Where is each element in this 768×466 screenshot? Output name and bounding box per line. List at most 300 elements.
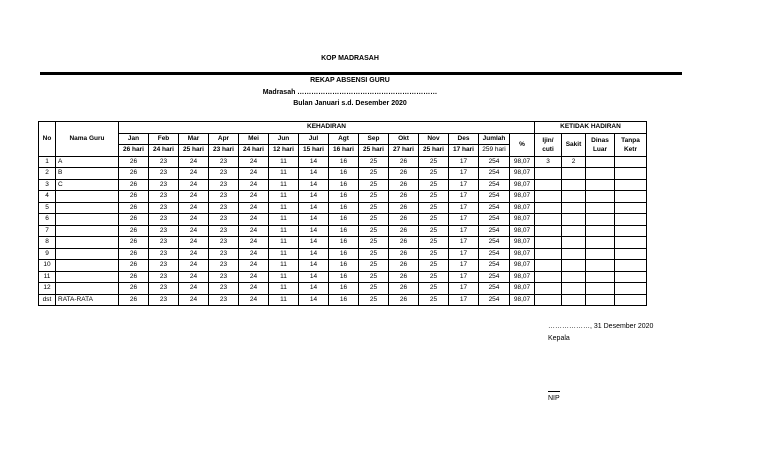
cell-month-value: 14 [299,271,329,283]
cell-absence [586,260,615,272]
cell-month-value: 23 [209,214,239,226]
cell-no: 1 [39,156,56,168]
cell-absence [535,283,562,295]
cell-month-value: 23 [209,202,239,214]
header-month-days: 16 hari [329,145,359,157]
cell-month-value: 26 [119,202,149,214]
cell-persen: 98,07 [510,271,535,283]
cell-absence [586,156,615,168]
cell-absence [586,202,615,214]
cell-month-value: 24 [179,191,209,203]
cell-jumlah: 254 [479,214,510,226]
cell-month-value: 23 [149,214,179,226]
header-month-days: 24 hari [239,145,269,157]
period-line: Bulan Januari s.d. Desember 2020 [293,100,407,107]
header-month: Jun [269,133,299,145]
cell-month-value: 24 [179,225,209,237]
header-absence-line1: Ijin/ [542,136,554,144]
cell-absence [615,283,647,295]
cell-absence [562,191,586,203]
cell-month-value: 26 [389,156,419,168]
cell-month-value: 16 [329,260,359,272]
cell-absence [562,271,586,283]
cell-month-value: 25 [359,191,389,203]
cell-month-value: 14 [299,248,329,260]
cell-nama-guru [56,248,119,260]
cell-nama-guru: C [56,179,119,191]
cell-month-value: 23 [149,179,179,191]
cell-month-value: 17 [449,271,479,283]
cell-no: dst [39,294,56,306]
cell-month-value: 17 [449,248,479,260]
cell-absence [615,248,647,260]
cell-absence [586,179,615,191]
cell-jumlah: 254 [479,191,510,203]
cell-month-value: 26 [389,168,419,180]
header-absence [615,133,647,156]
cell-absence [615,191,647,203]
cell-month-value: 24 [239,202,269,214]
cell-no: 5 [39,202,56,214]
cell-persen: 98,07 [510,191,535,203]
cell-persen: 98,07 [510,179,535,191]
table-row [39,225,647,237]
header-month: Jan [119,133,149,145]
cell-absence [586,248,615,260]
cell-month-value: 16 [329,168,359,180]
cell-absence [586,225,615,237]
cell-jumlah: 254 [479,156,510,168]
cell-absence [586,237,615,249]
cell-month-value: 25 [419,225,449,237]
cell-month-value: 23 [149,260,179,272]
cell-no: 10 [39,260,56,272]
cell-month-value: 25 [359,156,389,168]
cell-month-value: 25 [419,179,449,191]
cell-month-value: 24 [239,260,269,272]
header-month-days: 15 hari [299,145,329,157]
cell-persen: 98,07 [510,260,535,272]
cell-no: 9 [39,248,56,260]
cell-month-value: 24 [179,294,209,306]
cell-month-value: 26 [389,214,419,226]
cell-month-value: 26 [389,237,419,249]
cell-month-value: 23 [209,283,239,295]
cell-month-value: 26 [119,260,149,272]
cell-absence [535,202,562,214]
cell-month-value: 17 [449,260,479,272]
cell-month-value: 26 [389,271,419,283]
header-month-days: 25 hari [179,145,209,157]
cell-absence [562,225,586,237]
cell-month-value: 23 [149,156,179,168]
cell-month-value: 16 [329,248,359,260]
cell-month-value: 14 [299,202,329,214]
cell-month-value: 24 [179,202,209,214]
cell-absence [535,191,562,203]
signature-line [548,391,560,392]
cell-month-value: 11 [269,260,299,272]
cell-absence [535,225,562,237]
header-jumlah: Jumlah [479,133,510,145]
cell-month-value: 23 [149,283,179,295]
cell-month-value: 17 [449,225,479,237]
signature-kepala: Kepala [548,335,570,342]
cell-month-value: 14 [299,168,329,180]
cell-month-value: 25 [359,179,389,191]
table-row [39,191,647,203]
cell-persen: 98,07 [510,248,535,260]
header-month: Des [449,133,479,145]
cell-no: 4 [39,191,56,203]
cell-month-value: 14 [299,214,329,226]
cell-month-value: 11 [269,225,299,237]
cell-nama-guru [56,225,119,237]
cell-month-value: 11 [269,248,299,260]
table-row [39,168,647,180]
cell-absence [615,202,647,214]
cell-month-value: 26 [119,168,149,180]
cell-month-value: 17 [449,214,479,226]
header-month: Mar [179,133,209,145]
cell-month-value: 24 [179,283,209,295]
cell-persen: 98,07 [510,294,535,306]
cell-month-value: 14 [299,294,329,306]
cell-absence [562,294,586,306]
cell-month-value: 23 [209,191,239,203]
cell-month-value: 25 [359,168,389,180]
cell-month-value: 26 [389,191,419,203]
cell-absence [615,225,647,237]
madrasah-line: Madrasah …………………………………………………… [262,89,438,96]
table-row [39,283,647,295]
cell-jumlah: 254 [479,294,510,306]
cell-month-value: 17 [449,202,479,214]
cell-month-value: 17 [449,237,479,249]
cell-nama-guru [56,260,119,272]
cell-month-value: 24 [239,179,269,191]
header-absence [562,133,586,156]
cell-jumlah: 254 [479,202,510,214]
attendance-table [38,121,647,306]
cell-month-value: 14 [299,191,329,203]
cell-absence [615,271,647,283]
cell-month-value: 25 [419,248,449,260]
cell-absence [535,214,562,226]
cell-absence [562,283,586,295]
cell-month-value: 11 [269,179,299,191]
cell-absence [562,214,586,226]
cell-month-value: 25 [419,294,449,306]
cell-absence: 3 [535,156,562,168]
header-month: Mei [239,133,269,145]
cell-month-value: 26 [119,294,149,306]
cell-month-value: 26 [119,214,149,226]
cell-absence [535,179,562,191]
cell-month-value: 11 [269,271,299,283]
cell-absence [535,248,562,260]
header-month: Okt [389,133,419,145]
cell-jumlah: 254 [479,237,510,249]
header-persen: % [510,133,535,156]
cell-absence [535,260,562,272]
header-absence-line1: Sakit [565,141,582,148]
cell-month-value: 26 [119,156,149,168]
cell-month-value: 26 [119,271,149,283]
table-row [39,156,647,168]
cell-nama-guru [56,237,119,249]
cell-month-value: 17 [449,283,479,295]
cell-month-value: 23 [209,168,239,180]
cell-month-value: 25 [359,225,389,237]
cell-month-value: 24 [239,191,269,203]
cell-nama-guru [56,191,119,203]
cell-month-value: 24 [239,237,269,249]
header-month-days: 24 hari [149,145,179,157]
cell-month-value: 14 [299,179,329,191]
cell-month-value: 25 [359,260,389,272]
cell-month-value: 25 [359,202,389,214]
cell-absence [615,168,647,180]
cell-month-value: 17 [449,191,479,203]
header-month-days: 23 hari [209,145,239,157]
cell-month-value: 23 [209,271,239,283]
cell-month-value: 25 [419,168,449,180]
cell-month-value: 17 [449,168,479,180]
cell-absence [562,237,586,249]
cell-persen: 98,07 [510,214,535,226]
cell-month-value: 24 [239,225,269,237]
cell-absence [586,294,615,306]
cell-month-value: 23 [209,237,239,249]
cell-nama-guru [56,271,119,283]
cell-no: 12 [39,283,56,295]
cell-month-value: 17 [449,179,479,191]
cell-month-value: 17 [449,156,479,168]
cell-month-value: 24 [239,283,269,295]
header-jumlah-days: 259 hari [479,145,510,157]
cell-month-value: 16 [329,294,359,306]
cell-jumlah: 254 [479,225,510,237]
signature-nip: NIP [548,395,560,402]
cell-absence [562,248,586,260]
cell-month-value: 23 [209,156,239,168]
cell-nama-guru: B [56,168,119,180]
cell-month-value: 23 [149,294,179,306]
cell-month-value: 25 [419,214,449,226]
cell-nama-guru: RATA-RATA [56,294,119,306]
header-month: Jul [299,133,329,145]
header-absence [586,133,615,156]
cell-month-value: 11 [269,191,299,203]
cell-month-value: 25 [419,156,449,168]
header-no: No [39,122,56,157]
cell-nama-guru [56,214,119,226]
cell-persen: 98,07 [510,202,535,214]
cell-month-value: 23 [149,237,179,249]
header-month-days: 26 hari [119,145,149,157]
cell-month-value: 16 [329,271,359,283]
cell-month-value: 26 [119,179,149,191]
cell-month-value: 11 [269,202,299,214]
cell-month-value: 23 [209,260,239,272]
cell-month-value: 16 [329,191,359,203]
cell-month-value: 24 [179,179,209,191]
report-title: REKAP ABSENSI GURU [310,77,390,84]
cell-month-value: 25 [419,237,449,249]
cell-month-value: 24 [179,248,209,260]
signature-date: ………………, 31 Desember 2020 [548,323,654,330]
cell-month-value: 24 [179,214,209,226]
cell-no: 11 [39,271,56,283]
cell-persen: 98,07 [510,283,535,295]
header-month-days: 17 hari [449,145,479,157]
cell-month-value: 14 [299,225,329,237]
header-absence-line2: Luar [592,145,608,153]
cell-jumlah: 254 [479,168,510,180]
header-ketidakhadiran: KETIDAK HADIRAN [535,122,647,134]
cell-month-value: 14 [299,260,329,272]
cell-month-value: 26 [389,225,419,237]
cell-absence [586,168,615,180]
table-row [39,294,647,306]
cell-persen: 98,07 [510,168,535,180]
cell-month-value: 26 [389,179,419,191]
cell-no: 6 [39,214,56,226]
cell-month-value: 23 [149,168,179,180]
cell-month-value: 26 [389,260,419,272]
cell-month-value: 24 [239,248,269,260]
cell-nama-guru: A [56,156,119,168]
cell-month-value: 24 [239,156,269,168]
cell-month-value: 23 [149,271,179,283]
header-absence-line1: Tanpa [621,136,640,144]
cell-month-value: 16 [329,237,359,249]
cell-absence [615,237,647,249]
cell-month-value: 16 [329,214,359,226]
header-month-days: 25 hari [419,145,449,157]
table-row [39,237,647,249]
cell-month-value: 24 [239,168,269,180]
cell-absence: 2 [562,156,586,168]
cell-month-value: 25 [419,271,449,283]
table-row [39,179,647,191]
cell-month-value: 16 [329,202,359,214]
header-month: Apr [209,133,239,145]
table-row [39,214,647,226]
cell-month-value: 14 [299,237,329,249]
cell-nama-guru [56,202,119,214]
cell-absence [562,179,586,191]
cell-month-value: 25 [419,260,449,272]
cell-month-value: 24 [239,214,269,226]
header-month: Feb [149,133,179,145]
cell-month-value: 25 [359,283,389,295]
cell-persen: 98,07 [510,237,535,249]
cell-no: 8 [39,237,56,249]
cell-month-value: 26 [119,237,149,249]
cell-absence [586,271,615,283]
cell-jumlah: 254 [479,248,510,260]
header-month-days: 27 hari [389,145,419,157]
header-kehadiran: KEHADIRAN [119,122,535,134]
cell-month-value: 23 [209,179,239,191]
cell-no: 2 [39,168,56,180]
cell-month-value: 24 [239,271,269,283]
table-row [39,248,647,260]
cell-absence [562,168,586,180]
cell-month-value: 11 [269,214,299,226]
cell-month-value: 11 [269,168,299,180]
cell-month-value: 23 [149,225,179,237]
cell-month-value: 16 [329,179,359,191]
cell-absence [562,260,586,272]
header-month: Agt [329,133,359,145]
cell-month-value: 25 [359,214,389,226]
cell-absence [535,237,562,249]
cell-month-value: 26 [119,225,149,237]
cell-month-value: 23 [149,191,179,203]
header-absence-line2: cuti [542,145,554,153]
cell-month-value: 16 [329,156,359,168]
cell-absence [562,202,586,214]
header-row-months [39,133,647,145]
cell-persen: 98,07 [510,156,535,168]
cell-month-value: 25 [359,237,389,249]
cell-month-value: 17 [449,294,479,306]
cell-month-value: 16 [329,225,359,237]
cell-month-value: 24 [179,237,209,249]
cell-jumlah: 254 [479,271,510,283]
cell-month-value: 11 [269,156,299,168]
header-month: Nov [419,133,449,145]
cell-absence [586,191,615,203]
cell-jumlah: 254 [479,179,510,191]
cell-persen: 98,07 [510,225,535,237]
cell-month-value: 26 [119,248,149,260]
cell-month-value: 11 [269,237,299,249]
cell-nama-guru [56,283,119,295]
cell-no: 7 [39,225,56,237]
header-rule [40,72,682,75]
table-row [39,202,647,214]
cell-month-value: 11 [269,294,299,306]
cell-month-value: 25 [359,248,389,260]
cell-month-value: 25 [359,294,389,306]
cell-month-value: 24 [239,294,269,306]
cell-absence [535,168,562,180]
cell-month-value: 25 [419,202,449,214]
header-absence [535,133,562,156]
cell-month-value: 25 [419,191,449,203]
cell-month-value: 23 [149,202,179,214]
cell-month-value: 26 [389,294,419,306]
header-absence-line1: Dinas [591,136,609,144]
cell-month-value: 24 [179,260,209,272]
cell-month-value: 23 [209,294,239,306]
header-month: Sep [359,133,389,145]
cell-month-value: 26 [389,248,419,260]
header-row-group [39,122,647,134]
cell-jumlah: 254 [479,260,510,272]
cell-month-value: 14 [299,283,329,295]
table-row [39,271,647,283]
cell-month-value: 11 [269,283,299,295]
cell-month-value: 23 [209,248,239,260]
cell-absence [535,294,562,306]
cell-absence [615,260,647,272]
cell-month-value: 23 [209,225,239,237]
